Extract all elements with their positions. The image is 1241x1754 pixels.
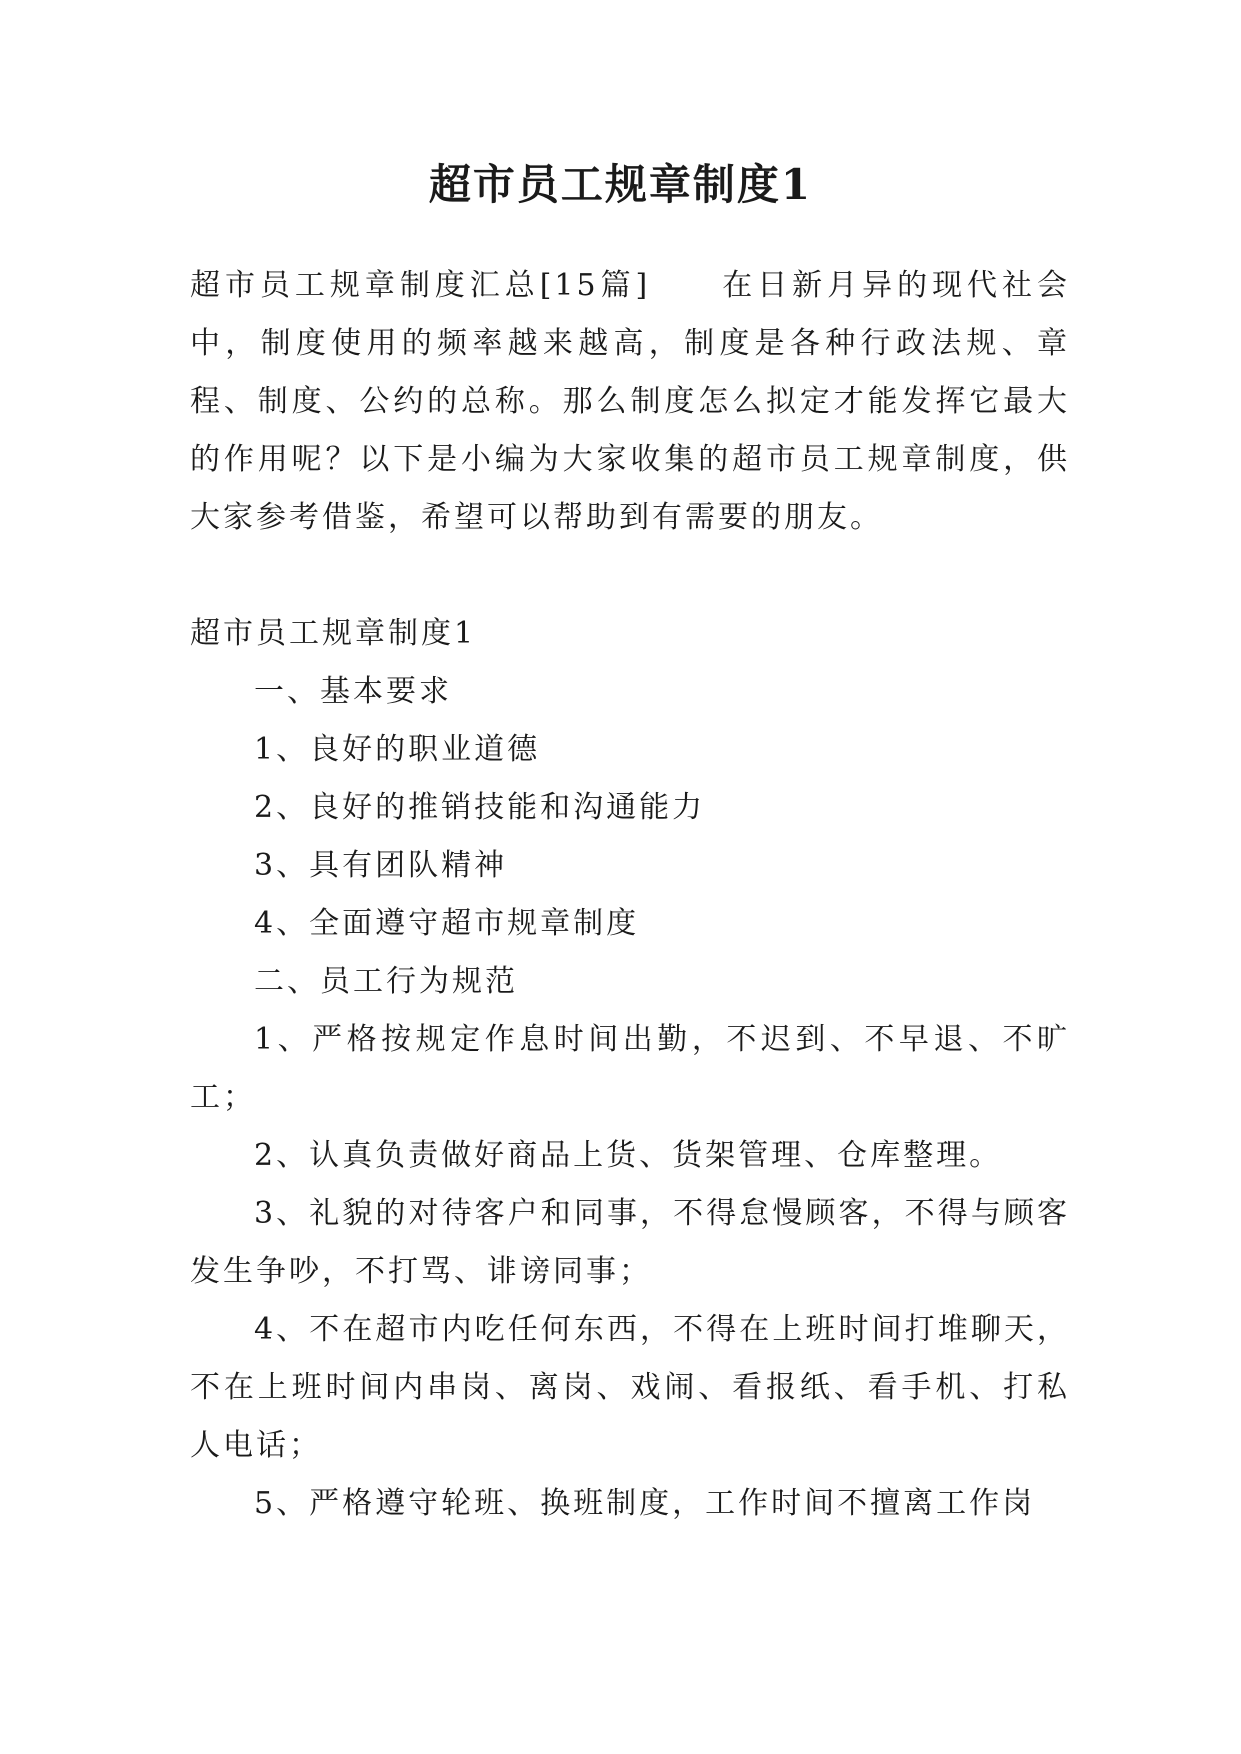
intro-body: 在日新月异的现代社会中，制度使用的频率越来越高，制度是各种行政法规、章程、制度、公约的总称。那么制度怎么拟定才能发挥它最大的作用呢？以下是小编为大家收集的超市员工规章制度，供大家参考借鉴，希望可以帮助到有需要的朋友。	[190, 268, 1070, 535]
paragraph: 3、礼貌的对待客户和同事，不得怠慢顾客，不得与顾客发生争吵，不打骂、诽谤同事；	[190, 1196, 1070, 1289]
paragraph: 4、不在超市内吃任何东西，不得在上班时间打堆聊天，不在上班时间内串岗、离岗、戏闹、看报纸、看手机、打私人电话；	[190, 1312, 1070, 1463]
paragraph: 2、认真负责做好商品上货、货架管理、仓库整理。	[254, 1138, 1003, 1173]
intro-lead: 超市员工规章制度汇总[15篇]	[190, 268, 651, 303]
paragraph: 3、具有团队精神	[254, 848, 508, 883]
paragraph: 4、全面遵守超市规章制度	[254, 906, 640, 941]
paragraph: 一、基本要求	[254, 674, 452, 709]
paragraph: 1、良好的职业道德	[254, 732, 541, 767]
paragraph: 1、严格按规定作息时间出勤，不迟到、不早退、不旷工；	[190, 1022, 1070, 1115]
document-body	[190, 257, 1070, 1533]
paragraph: 5、严格遵守轮班、换班制度，工作时间不擅离工作岗	[254, 1486, 1036, 1521]
section-title: 超市员工规章制度1	[190, 616, 477, 651]
document-title: 超市员工规章制度1	[428, 160, 813, 209]
intro-paragraph	[190, 257, 1070, 547]
paragraph: 二、员工行为规范	[254, 964, 518, 999]
paragraph: 2、良好的推销技能和沟通能力	[254, 790, 706, 825]
